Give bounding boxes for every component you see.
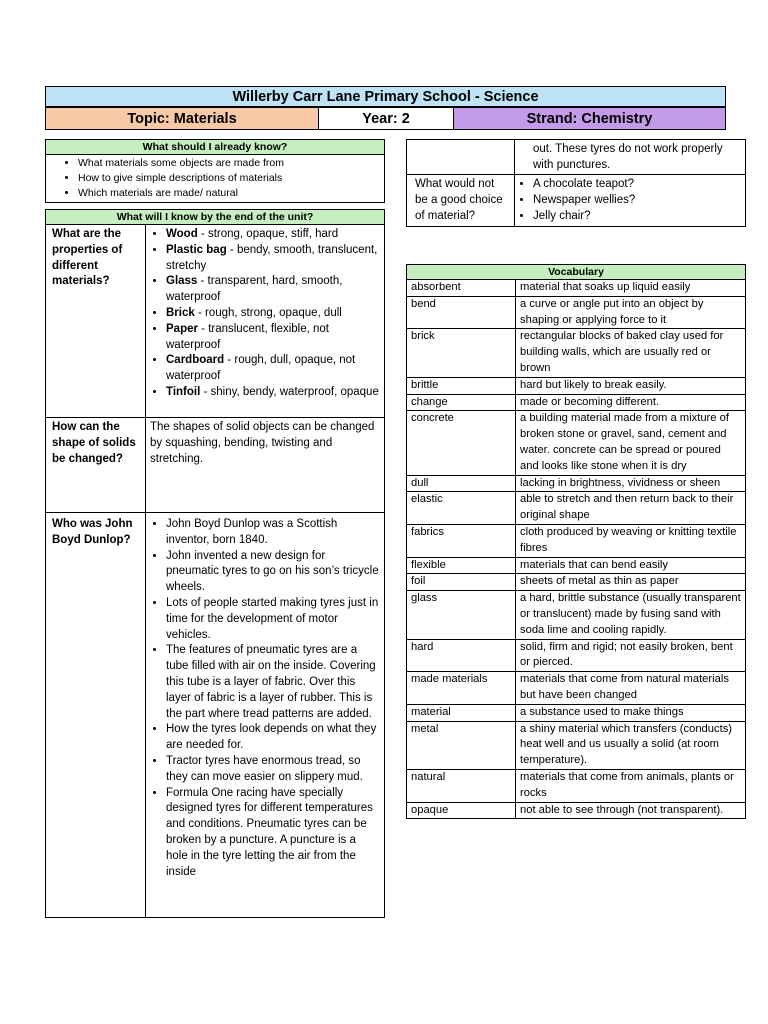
vocab-definition: cloth produced by weaving or knitting textile fibres [516,524,746,557]
already-know-box [45,139,385,203]
vocab-definition: materials that come from animals, plants or rocks [516,769,746,802]
table-row [407,704,746,721]
answer-properties [146,225,385,418]
vocab-term: elastic [407,492,516,525]
already-know-title: What should I already know? [46,140,385,155]
vocab-definition: a building material made from a mixture of broken stone or gravel, sand, cement and water. concrete can be spread or poured and looks like stone when it is dry [516,411,746,475]
table-row [407,394,746,411]
vocab-definition: made or becoming different. [516,394,746,411]
vocab-term: dull [407,475,516,492]
vocab-definition: lacking in brightness, vividness or sheen [516,475,746,492]
vocab-definition: material that soaks up liquid easily [516,280,746,297]
vocab-term: metal [407,721,516,769]
list-item: • A chocolate teapot? [533,176,741,192]
answer-bad-material [515,175,746,227]
strand-cell: Strand: Chemistry [454,108,726,130]
list-item: • Tinfoil - shiny, bendy, waterproof, opaque [166,385,380,401]
vocab-definition: not able to see through (not transparent). [516,802,746,819]
already-know-list-cell [46,155,385,203]
list-item: • Which materials are made/ natural [78,186,384,201]
list-item: • Lots of people started making tyres just in time for the development of motor vehicles. [166,596,380,643]
list-item: • What materials some objects are made from [78,156,384,171]
list-item: • Tractor tyres have enormous tread, so they can move easier on slippery mud. [166,754,380,786]
vocab-term: hard [407,639,516,672]
list-item: • John invented a new design for pneumatic tyres to go on his son’s tricycle wheels. [166,549,380,596]
vocab-definition: materials that come from natural materials but have been changed [516,672,746,705]
list-item: • Glass - transparent, hard, smooth, waterproof [166,274,380,306]
vocab-definition: a hard, brittle substance (usually transparent or translucent) made by fusing sand with soda lime and cooling rapidly. [516,591,746,639]
vocab-term: brittle [407,377,516,394]
table-row [407,802,746,819]
vocab-term: natural [407,769,516,802]
header-info-row [45,107,726,130]
table-row [407,639,746,672]
table-row [407,296,746,329]
vocabulary-title: Vocabulary [407,265,746,280]
continuation-text: out. These tyres do not work properly with punctures. [515,140,746,175]
list-item: • Jelly chair? [533,208,741,224]
list-item: • Plastic bag - bendy, smooth, translucent, stretchy [166,243,380,275]
year-cell: Year: 2 [319,108,454,130]
vocab-term: glass [407,591,516,639]
vocab-term: foil [407,574,516,591]
vocab-definition: rectangular blocks of baked clay used for building walls, which are usually red or brown [516,329,746,377]
table-row [407,329,746,377]
table-row [407,411,746,475]
table-row [407,591,746,639]
table-row [407,377,746,394]
vocab-term: fabrics [407,524,516,557]
list-item: • Wood - strong, opaque, stiff, hard [166,227,380,243]
vocab-term: bend [407,296,516,329]
list-item: • Paper - translucent, flexible, not waterproof [166,322,380,354]
question-bad-material: What would not be a good choice of material? [407,175,515,227]
vocab-definition: sheets of metal as thin as paper [516,574,746,591]
vocab-term: brick [407,329,516,377]
vocab-term: flexible [407,557,516,574]
vocab-term: absorbent [407,280,516,297]
page-title: Willerby Carr Lane Primary School - Science [45,86,726,107]
table-row [407,280,746,297]
vocab-term: material [407,704,516,721]
question-dunlop: Who was John Boyd Dunlop? [46,513,146,918]
vocab-definition: a substance used to make things [516,704,746,721]
already-know-list [46,156,384,201]
vocab-definition: able to stretch and then return back to their original shape [516,492,746,525]
list-item: • Newspaper wellies? [533,192,741,208]
list-item: • John Boyd Dunlop was a Scottish inventor, born 1840. [166,517,380,549]
table-row [407,492,746,525]
table-row [407,475,746,492]
list-item: • Cardboard - rough, dull, opaque, not waterproof [166,353,380,385]
vocab-definition: a shiny material which transfers (conducts) heat well and us usually a solid (at room temperature). [516,721,746,769]
list-item: • The features of pneumatic tyres are a tube filled with air on the inside. Covering this tube is a layer of fabric. Over this layer of fabric is a layer of rubber. This is the part where tread patterns are added. [166,643,380,722]
table-row [407,557,746,574]
list-item: • How the tyres look depends on what they are needed for. [166,722,380,754]
table-row [407,574,746,591]
vocab-term: change [407,394,516,411]
vocab-definition: a curve or angle put into an object by shaping or applying force to it [516,296,746,329]
list-item: • Formula One racing have specially designed tyres for different temperatures and conditions. Pneumatic tyres can be broken by a puncture. A puncture is a hole in the tyre letting the air from the inside [166,786,380,881]
table-row [407,769,746,802]
question-properties: What are the properties of different materials? [46,225,146,418]
vocab-definition: hard but likely to break easily. [516,377,746,394]
question-shape: How can the shape of solids be changed? [46,418,146,513]
topic-cell: Topic: Materials [46,108,319,130]
table-row [407,721,746,769]
list-item: • How to give simple descriptions of materials [78,171,384,186]
vocab-term: opaque [407,802,516,819]
answer-shape: The shapes of solid objects can be changed by squashing, bending, twisting and stretching. [146,418,385,513]
vocab-term: made materials [407,672,516,705]
end-of-unit-box [45,209,385,918]
vocab-term: concrete [407,411,516,475]
end-of-unit-title: What will I know by the end of the unit? [46,210,385,225]
list-item: • Brick - rough, strong, opaque, dull [166,306,380,322]
vocabulary-table [406,264,746,819]
continuation-box [406,139,746,227]
table-row [407,672,746,705]
table-row [407,524,746,557]
answer-dunlop [146,513,385,918]
vocab-definition: materials that can bend easily [516,557,746,574]
vocab-definition: solid, firm and rigid; not easily broken, bent or pierced. [516,639,746,672]
